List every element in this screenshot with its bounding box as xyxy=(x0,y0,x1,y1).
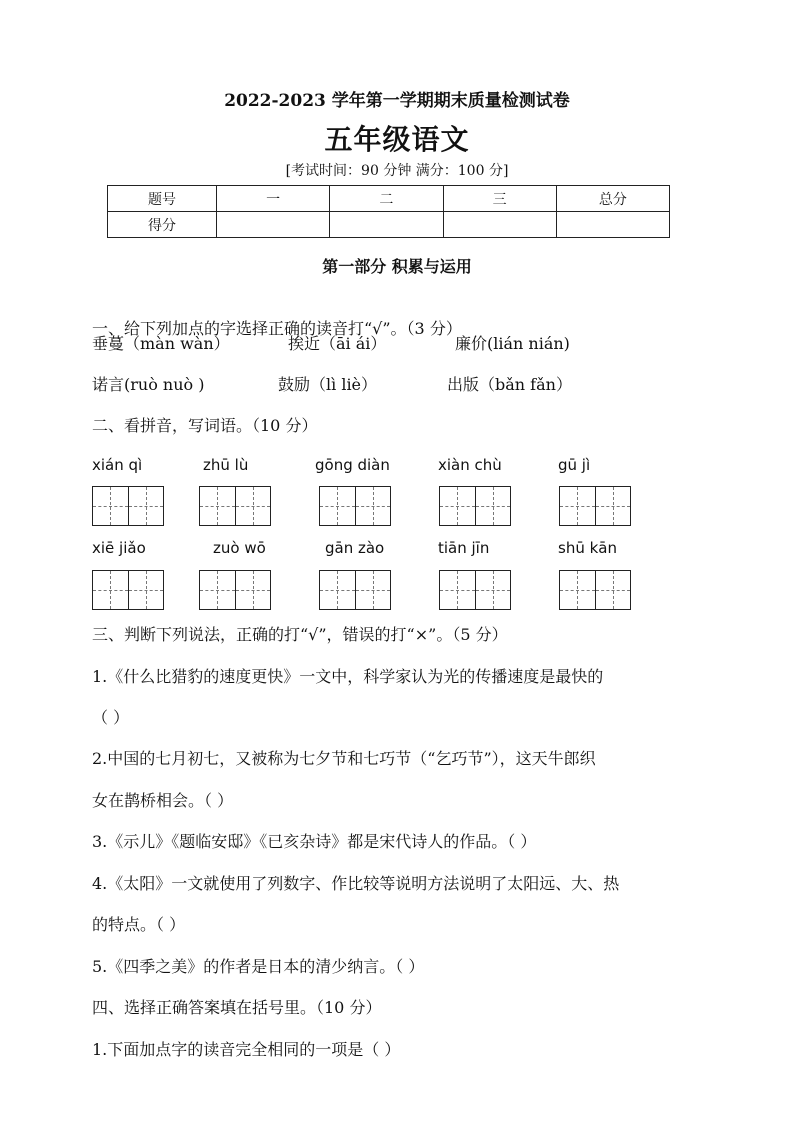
pinyin-label: gū jì xyxy=(558,456,591,474)
q1-heading: 一、给下列加点的字选择正确的读音打“√”。（3 分） xyxy=(92,319,462,338)
score-table-score-row xyxy=(108,212,670,238)
q3-statement[interactable]: 女在鹊桥相会。（ ） xyxy=(92,791,234,810)
writing-grid[interactable] xyxy=(92,486,164,526)
writing-grid[interactable] xyxy=(199,486,271,526)
writing-grid[interactable] xyxy=(92,570,164,610)
writing-grid[interactable] xyxy=(319,486,391,526)
pinyin-label: xiē jiǎo xyxy=(92,539,146,557)
score-table-cell: 题号 xyxy=(108,186,217,212)
q3-statement[interactable]: 3.《示儿》《题临安邸》《已亥杂诗》都是宋代诗人的作品。（ ） xyxy=(92,832,537,851)
q4-heading: 四、选择正确答案填在括号里。（10 分） xyxy=(92,998,382,1017)
pinyin-label: gān zào xyxy=(325,539,385,557)
q3-statement: 1.《什么比猎豹的速度更快》一文中，科学家认为光的传播速度是最快的 xyxy=(92,667,604,686)
score-table-cell: 二 xyxy=(330,186,443,212)
q1-option[interactable]: 挨近（āi ái） xyxy=(288,334,387,353)
q2-heading: 二、看拼音，写词语。（10 分） xyxy=(92,416,318,435)
writing-grid[interactable] xyxy=(559,486,631,526)
q3-statement[interactable]: 5.《四季之美》的作者是日本的清少纳言。（ ） xyxy=(92,957,425,976)
pinyin-label: xián qì xyxy=(92,456,143,474)
q1-option[interactable]: 垂蔓（màn wàn） xyxy=(92,334,230,353)
pinyin-label: shū kān xyxy=(558,539,617,557)
score-table-header-row xyxy=(108,186,670,212)
score-input-cell[interactable] xyxy=(443,212,556,238)
q3-statement[interactable]: 的特点。（ ） xyxy=(92,915,186,934)
q1-option[interactable]: 廉价(lián nián) xyxy=(455,334,570,353)
part-title: 第一部分 积累与运用 xyxy=(322,257,472,276)
score-table-cell: 三 xyxy=(443,186,556,212)
q3-statement: 4.《太阳》一文就使用了列数字、作比较等说明方法说明了太阳远、大、热 xyxy=(92,874,620,893)
score-input-cell[interactable] xyxy=(217,212,330,238)
exam-meta: [考试时间：90 分钟 满分：100 分] xyxy=(285,163,509,179)
pinyin-label: gōng diàn xyxy=(315,456,390,474)
q4-question[interactable]: 1.下面加点字的读音完全相同的一项是（ ） xyxy=(92,1040,401,1059)
q1-option[interactable]: 出版（bǎn fǎn） xyxy=(447,375,572,394)
q3-statement: 2.中国的七月初七，又被称为七夕节和七巧节（“乞巧节”），这天牛郎织 xyxy=(92,749,596,768)
writing-grid[interactable] xyxy=(439,486,511,526)
pinyin-label: tiān jīn xyxy=(438,539,490,557)
score-table-cell: 一 xyxy=(217,186,330,212)
score-input-cell[interactable] xyxy=(556,212,669,238)
writing-grid[interactable] xyxy=(559,570,631,610)
pinyin-label: zuò wō xyxy=(213,539,266,557)
q3-answer-blank[interactable]: （ ） xyxy=(92,708,130,727)
q1-option[interactable]: 诺言(ruò nuò ) xyxy=(92,375,205,394)
pinyin-label: zhū lù xyxy=(203,456,249,474)
writing-grid[interactable] xyxy=(199,570,271,610)
score-table-cell: 得分 xyxy=(108,212,217,238)
subject-title: 五年级语文 xyxy=(324,123,470,156)
score-table xyxy=(107,185,670,238)
q3-heading: 三、判断下列说法，正确的打“√”，错误的打“×”。（5 分） xyxy=(92,625,508,644)
writing-grid[interactable] xyxy=(439,570,511,610)
q1-option[interactable]: 鼓励（lì liè） xyxy=(278,375,378,394)
exam-title: 2022-2023 学年第一学期期末质量检测试卷 xyxy=(224,91,570,111)
writing-grid[interactable] xyxy=(319,570,391,610)
pinyin-label: xiàn chù xyxy=(438,456,502,474)
score-table-cell: 总分 xyxy=(556,186,669,212)
score-input-cell[interactable] xyxy=(330,212,443,238)
